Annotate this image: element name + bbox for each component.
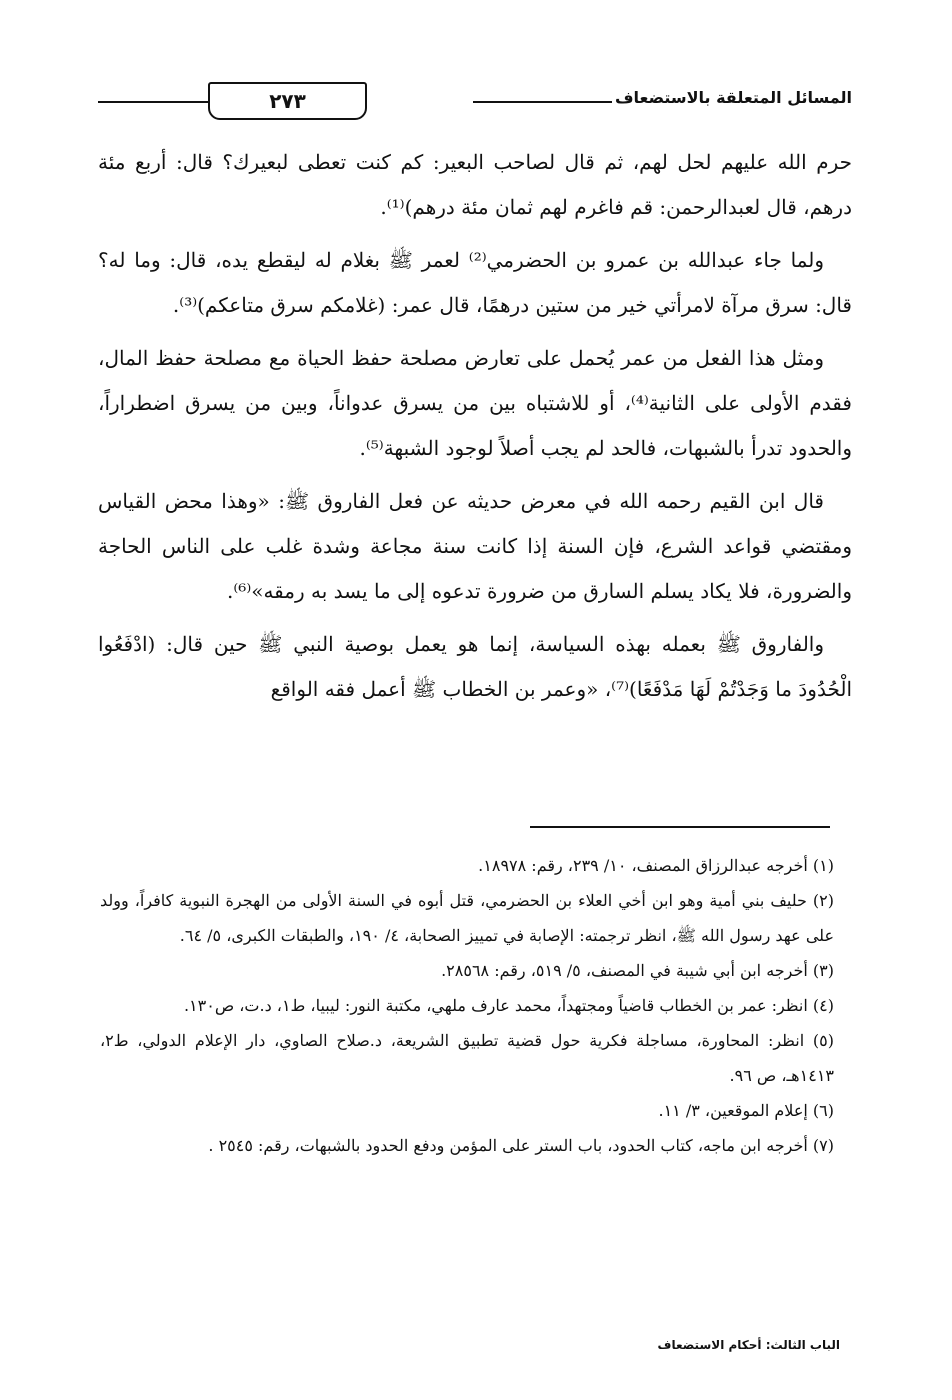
footnote: (٧) أخرجه ابن ماجه، كتاب الحدود، باب الستر على المؤمن ودفع الحدود بالشبهات، رقم: ٢٥٤٥ . — [208, 1136, 834, 1155]
footnotes — [100, 848, 834, 1163]
footnote: (١) أخرجه عبدالرزاق المصنف، ١٠/ ٢٣٩، رقم: ١٨٩٧٨. — [478, 856, 834, 875]
chapter-section-title: المسائل المتعلقة بالاستضعاف — [614, 88, 852, 107]
footnote: (٢) حليف بني أمية وهو ابن أخي العلاء بن الحضرمي، قتل أبوه في السنة الأولى من الهجرة النبوية كافراً، وولد على عهد رسول الله ﷺ، انظر ترجمته: الإصابة في تمييز الصحابة، ٤/ ١٩٠، والطبقات الكبرى، ٥/ ٦٤. — [100, 891, 834, 945]
running-footer: الباب الثالث: أحكام الاستضعاف — [657, 1338, 840, 1352]
footnote: (٥) انظر: المحاورة، مساجلة فكرية حول قضية تطبيق الشريعة، د.صلاح الصاوي، دار الإعلام الدولي، ط٢، ١٤١٣هـ، ص ٩٦. — [100, 1031, 834, 1085]
footnote: (٤) انظر: عمر بن الخطاب قاضياً ومجتهداً، محمد عارف ملهي، مكتبة النور: ليبيا، ط١، د.ت، ص١٣٠. — [183, 996, 834, 1015]
header-rule — [473, 101, 612, 103]
footnote: (٣) أخرجه ابن أبي شيبة في المصنف، ٥/ ٥١٩، رقم: ٢٨٥٦٨. — [441, 961, 834, 980]
running-header — [98, 82, 852, 122]
paragraph: ومثل هذا الفعل من عمر يُحمل على تعارض مصلحة حفظ الحياة مع مصلحة حفظ المال، فقدم الأولى على الثانية⁽⁴⁾، أو للاشتباه بين من يسرق عدواناً، وبين من يسرق اضطراراً، والحدود تدرأ بالشبهات، فالحد لم يجب أصلاً لوجود الشبهة⁽⁵⁾. — [98, 346, 852, 460]
main-text — [98, 140, 852, 720]
footnote-separator — [530, 826, 830, 828]
page-number: ٢٧٣ — [208, 82, 367, 120]
paragraph: حرم الله عليهم لحل لهم، ثم قال لصاحب البعير: كم كنت تعطى لبعيرك؟ قال: أربع مئة درهم، قال لعبدالرحمن: قم فاغرم لهم ثمان مئة درهم)⁽¹⁾. — [98, 150, 852, 219]
paragraph: قال ابن القيم رحمه الله في معرض حديثه عن فعل الفاروق ﷺ: «وهذا محض القياس ومقتضي قواعد الشرع، فإن السنة إذا كانت سنة مجاعة وشدة غلب على الناس الحاجة والضرورة، فلا يكاد يسلم السارق من ضرورة تدعوه إلى ما يسد به رمقه»⁽⁶⁾. — [98, 489, 852, 603]
header-rule — [98, 101, 208, 103]
paragraph: والفاروق ﷺ بعمله بهذه السياسة، إنما هو يعمل بوصية النبي ﷺ حين قال: (ادْفَعُوا الْحُدُودَ ما وَجَدْتُمْ لَهَا مَدْفَعًا)⁽⁷⁾، «وعمر بن الخطاب ﷺ أعمل فقه الواقع — [98, 632, 852, 701]
footnote: (٦) إعلام الموقعين، ٣/ ١١. — [658, 1101, 834, 1120]
paragraph: ولما جاء عبدالله بن عمرو بن الحضرمي⁽²⁾ لعمر ﷺ بغلام له ليقطع يده، قال: وما له؟ قال: سرق مرآة لامرأتي خير من ستين درهمًا، قال عمر: (غلامكم سرق متاعكم)⁽³⁾. — [98, 248, 852, 317]
